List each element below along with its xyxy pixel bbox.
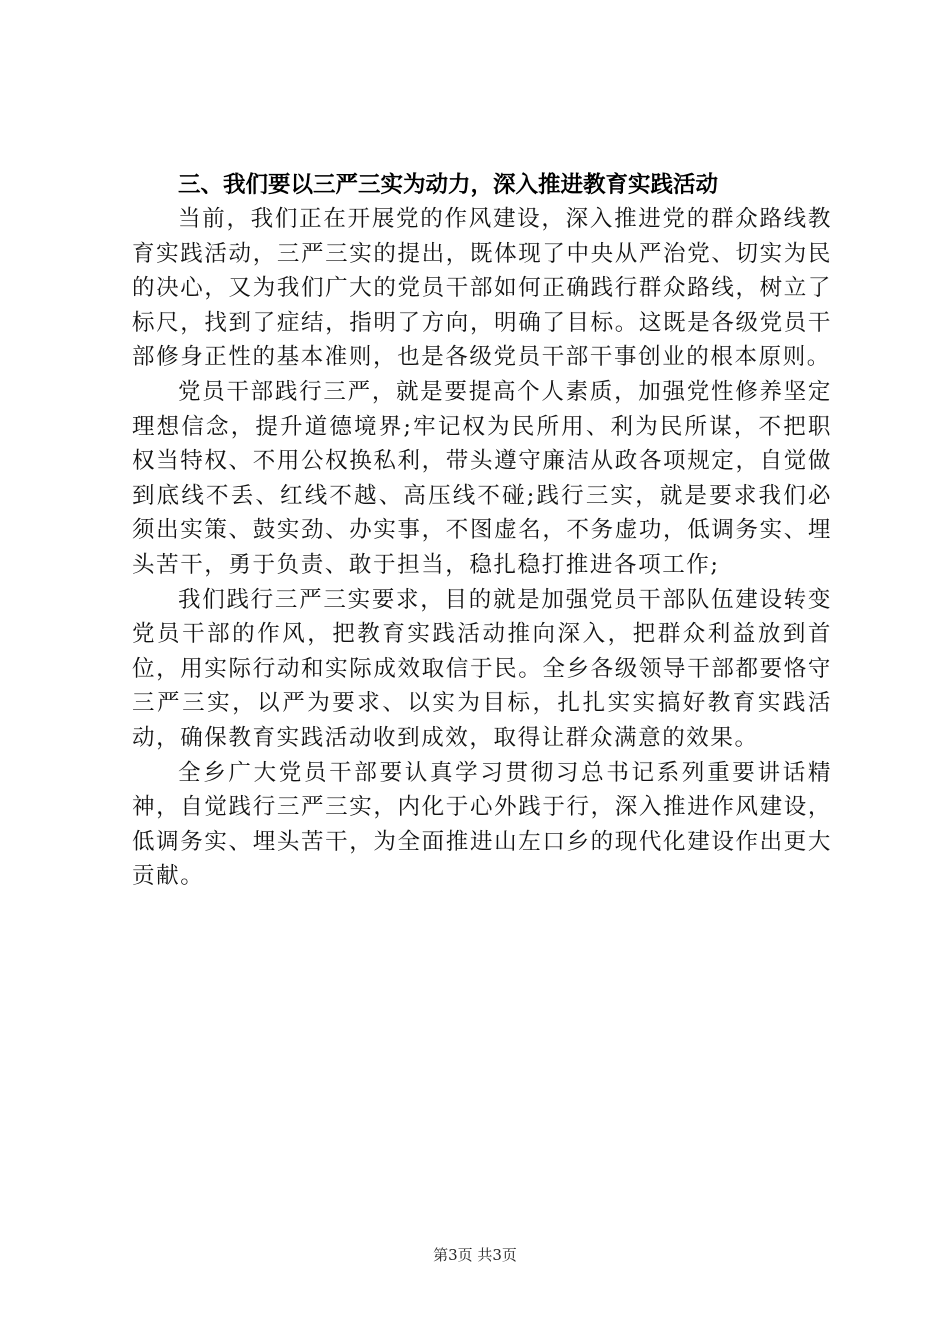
page-number-footer: 第3页 共3页: [433, 1246, 517, 1264]
section-heading: 三、我们要以三严三实为动力，深入推进教育实践活动: [178, 172, 719, 198]
paragraph-4: 全乡广大党员干部要认真学习贯彻习总书记系列重要讲话精神，自觉践行三严三实，内化于心外践于行，深入推进作风建设，低调务实、埋头苦干，为全面推进山左口乡的现代化建设作出更大贡献。: [132, 759, 832, 890]
paragraph-3: 我们践行三严三实要求，目的就是加强党员干部队伍建设转变党员干部的作风，把教育实践活动推向深入，把群众利益放到首位，用实际行动和实际成效取信于民。全乡各级领导干部都要恪守三严三实，以严为要求、以实为目标，扎扎实实搞好教育实践活动，确保教育实践活动收到成效，取得让群众满意的效果。: [132, 586, 832, 751]
document-body: [132, 168, 832, 894]
paragraph-1: 当前，我们正在开展党的作风建设，深入推进党的群众路线教育实践活动，三严三实的提出，既体现了中央从严治党、切实为民的决心，又为我们广大的党员干部如何正确践行群众路线，树立了标尺，找到了症结，指明了方向，明确了目标。这既是各级党员干部修身正性的基本准则，也是各级党员干部干事创业的根本原则。: [132, 206, 832, 371]
paragraph-2: 党员干部践行三严，就是要提高个人素质，加强党性修养坚定理想信念，提升道德境界;牢记权为民所用、利为民所谋，不把职权当特权、不用公权换私利，带头遵守廉洁从政各项规定，自觉做到底线不丢、红线不越、高压线不碰;践行三实，就是要求我们必须出实策、鼓实劲、办实事，不图虚名，不务虚功，低调务实、埋头苦干，勇于负责、敢于担当，稳扎稳打推进各项工作;: [132, 378, 832, 578]
